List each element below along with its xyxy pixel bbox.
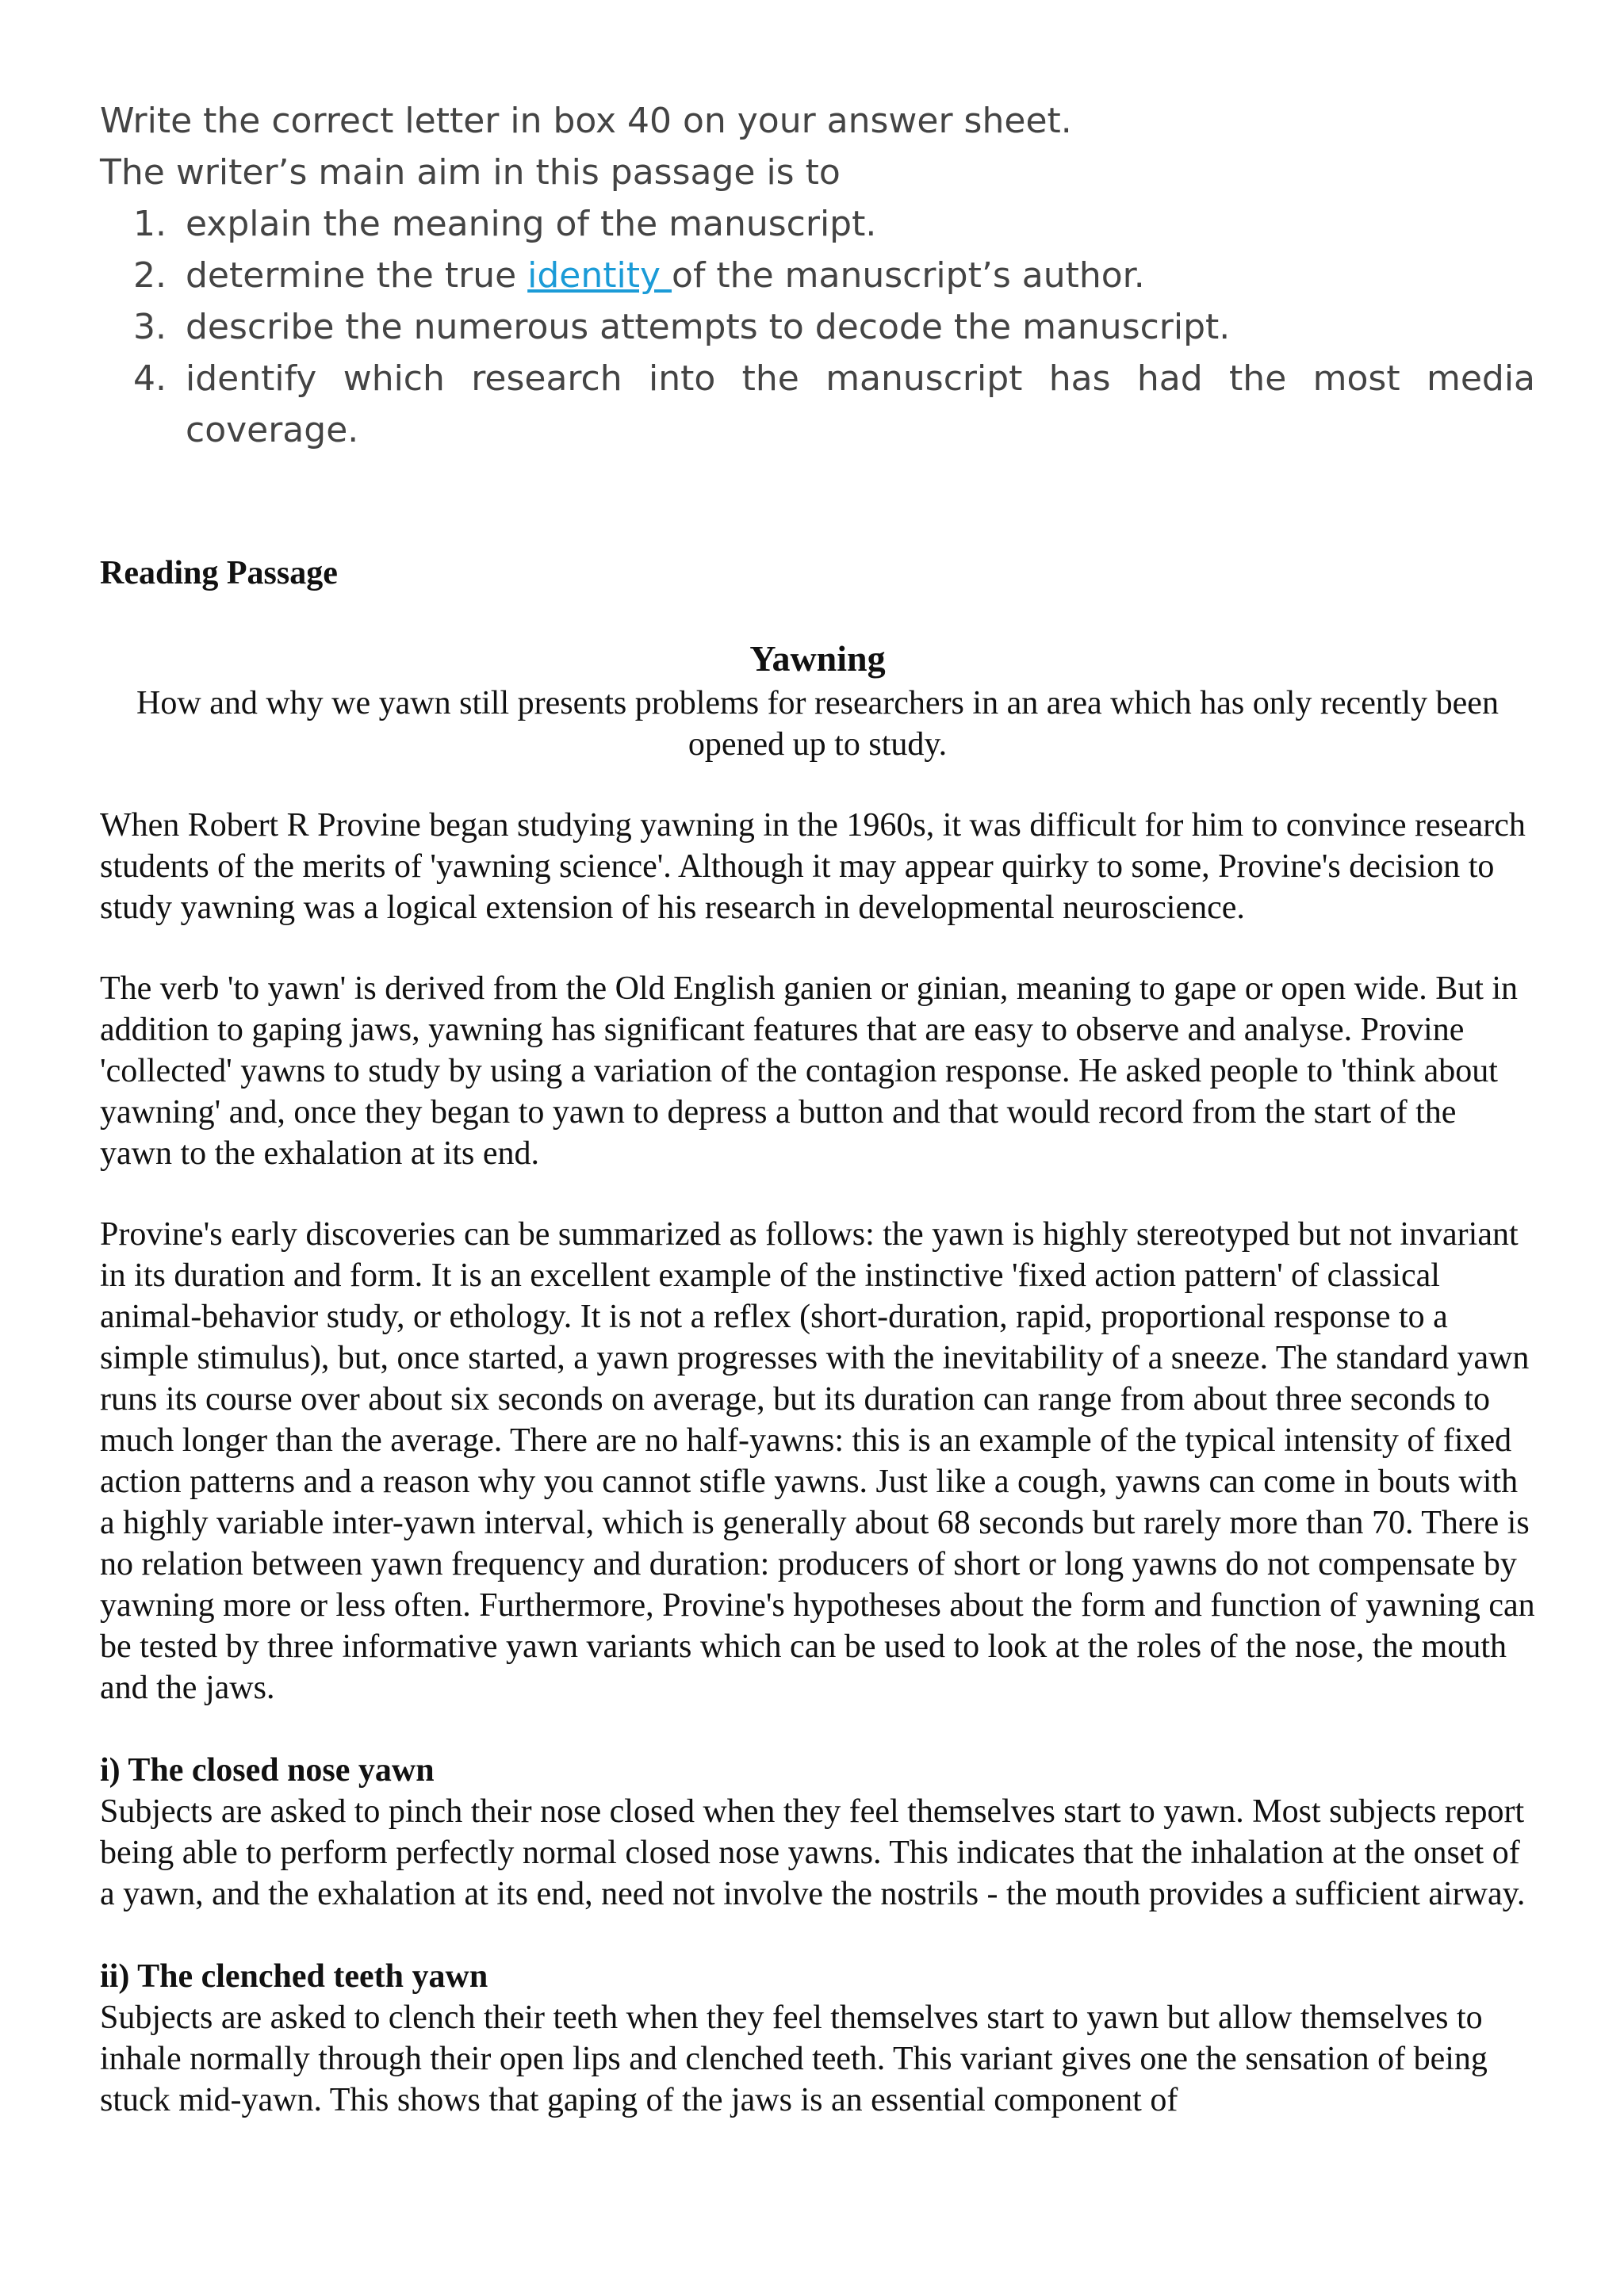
option-number: 4. <box>133 358 167 399</box>
variant-heading: i) The closed nose yawn <box>100 1752 435 1789</box>
answer-options <box>100 198 1535 456</box>
passage-subtitle: How and why we yawn still presents problems for researchers in an area which has only recently been opened up to study. <box>136 685 1499 763</box>
answer-option <box>100 353 1535 456</box>
variant-heading: ii) The clenched teeth yawn <box>100 1958 488 1995</box>
question-stem: The writer’s main aim in this passage is to <box>100 152 841 193</box>
option-number: 2. <box>133 255 167 296</box>
passage-title: Yawning <box>749 638 886 679</box>
paragraph: The verb 'to yawn' is derived from the Old English ganien or ginian, meaning to gape or open wide. But in addition to gaping jaws, yawning has significant features that are easy to observe and analyse. Provine 'collected' yawns to study by using a variation of the contagion response. He asked people to 'think about yawning' and, once they began to yawn to depress a button and that would record from the start of the yawn to the exhalation at its end. <box>100 970 1519 1172</box>
paragraph: When Robert R Provine began studying yawning in the 1960s, it was difficult for him to convince research students of the merits of 'yawning science'. Although it may appear quirky to some, Provine's decision to study yawning was a logical extension of his research in developmental neuroscience. <box>100 807 1526 926</box>
variant-body: Subjects are asked to clench their teeth when they feel themselves start to yawn but allow themselves to inhale normally through their open lips and clenched teeth. This variant gives one the sensation of being stuck mid-yawn. This shows that gaping of the jaws is an essential component of <box>100 1999 1488 2118</box>
option-text: identify which research into the manuscript has had the most media coverage. <box>186 358 1535 450</box>
option-text-continued: of the manuscript’s author. <box>672 255 1145 296</box>
option-text: describe the numerous attempts to decode the manuscript. <box>186 307 1231 347</box>
answer-option <box>100 198 1535 250</box>
option-number: 3. <box>133 307 167 347</box>
reading-passage <box>100 553 1535 2121</box>
section-label: Reading Passage <box>100 555 338 591</box>
answer-option <box>100 250 1535 301</box>
variant-body: Subjects are asked to pinch their nose closed when they feel themselves start to yawn. Most subjects report being able to perform perfectly normal closed nose yawns. This indicates that the inhalation at the onset of a yawn, and the exhalation at its end, need not involve the nostrils - the mouth provides a sufficient airway. <box>100 1793 1526 1912</box>
question-block <box>100 95 1535 456</box>
paragraph: Provine's early discoveries can be summarized as follows: the yawn is highly stereotyped but not invariant in its duration and form. It is an excellent example of the instinctive 'fixed action pattern' of classical animal-behavior study, or ethology. It is not a reflex (short-duration, rapid, proportional response to a simple stimulus), but, once started, a yawn progresses with the inevitability of a sneeze. The standard yawn runs its course over about six seconds on average, but its duration can range from about three seconds to much longer than the average. There are no half-yawns: this is an example of the typical intensity of fixed action patterns and a reason why you cannot stifle yawns. Just like a cough, yawns can come in bouts with a highly variable inter-yawn interval, which is generally about 68 seconds but rarely more than 70. There is no relation between yawn frequency and duration: producers of short or long yawns do not compensate by yawning more or less often. Furthermore, Provine's hypotheses about the form and function of yawning can be tested by three informative yawn variants which can be used to look at the roles of the nose, the mouth and the jaws. <box>100 1216 1535 1706</box>
question-instruction: Write the correct letter in box 40 on your answer sheet. <box>100 101 1072 141</box>
answer-option <box>100 301 1535 353</box>
option-text: explain the meaning of the manuscript. <box>186 204 877 244</box>
identity-link[interactable]: identity <box>527 255 672 296</box>
option-number: 1. <box>133 204 167 244</box>
option-text: determine the true <box>186 255 528 296</box>
